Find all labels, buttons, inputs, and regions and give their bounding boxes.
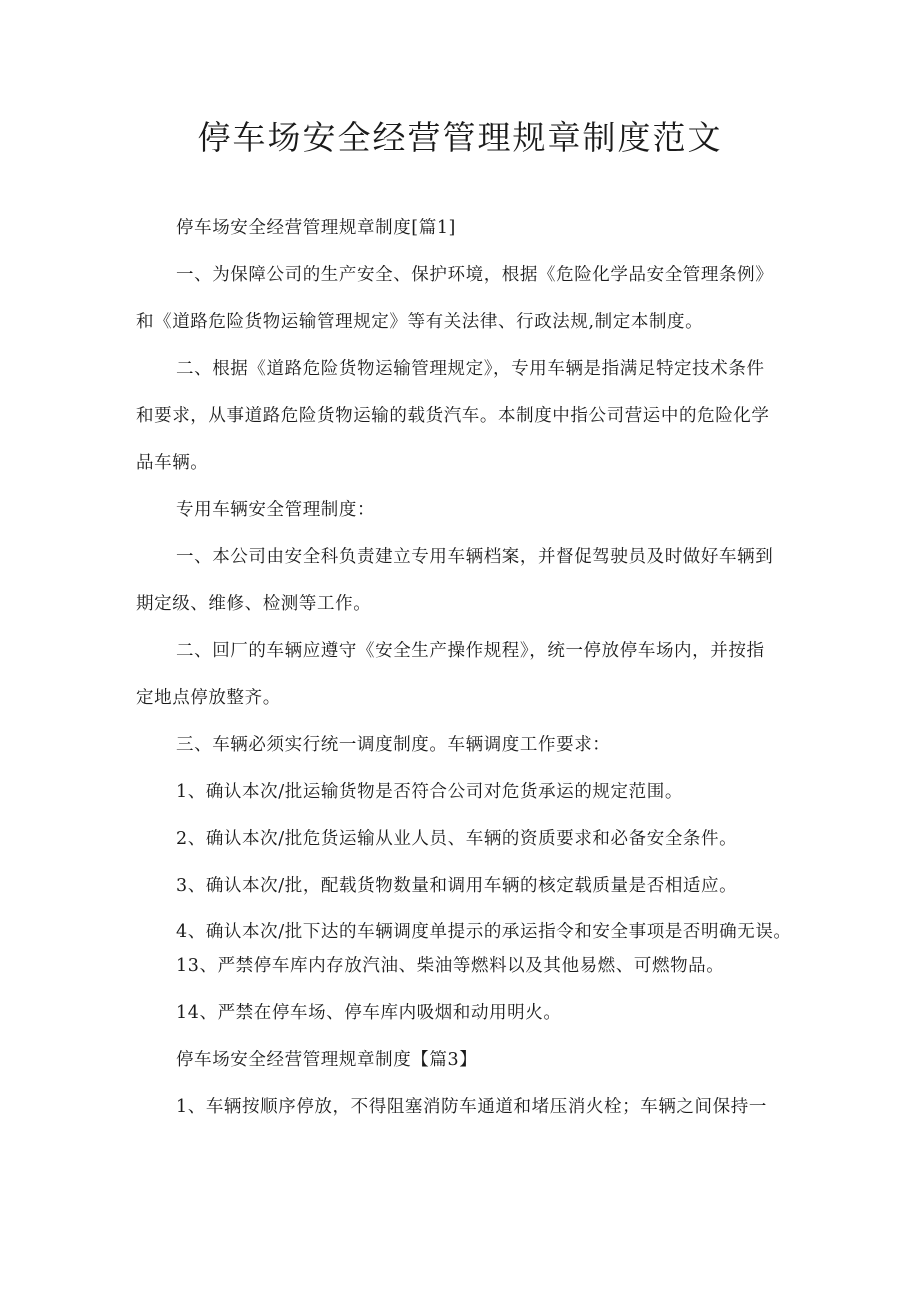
list-item: 4、确认本次/批下达的车辆调度单提示的承运指令和安全事项是否明确无误。: [176, 922, 792, 942]
section-heading: 停车场安全经营管理规章制度【篇3】: [176, 1050, 478, 1070]
paragraph-line: 期定级、维修、检测等工作。: [136, 594, 372, 614]
paragraph-line: 一、本公司由安全科负责建立专用车辆档案，并督促驾驶员及时做好车辆到: [176, 547, 774, 567]
document-title: 停车场安全经营管理规章制度范文: [197, 118, 723, 157]
section-heading: 专用车辆安全管理制度：: [176, 500, 376, 520]
paragraph-line: 二、根据《道路危险货物运输管理规定》，专用车辆是指满足特定技术条件: [176, 359, 765, 379]
paragraph-line: 和要求，从事道路危险货物运输的载货汽车。本制度中指公司营运中的危险化学: [136, 406, 770, 426]
paragraph-line: 一、为保障公司的生产安全、保护环境，根据《危险化学品安全管理条例》: [176, 265, 774, 285]
list-item: 13、严禁停车库内存放汽油、柴油等燃料以及其他易燃、可燃物品。: [176, 956, 725, 976]
list-item: 2、确认本次/批危货运输从业人员、车辆的资质要求和必备安全条件。: [176, 829, 738, 849]
list-item: 1、确认本次/批运输货物是否符合公司对危货承运的规定范围。: [176, 782, 683, 802]
document-body: [136, 213, 791, 1122]
section-heading: 停车场安全经营管理规章制度[篇1]: [176, 218, 456, 238]
paragraph-line: 定地点停放整齐。: [136, 688, 281, 708]
paragraph-line: 品车辆。: [136, 453, 209, 473]
paragraph-line: 三、车辆必须实行统一调度制度。车辆调度工作要求：: [176, 735, 611, 755]
list-item: 3、确认本次/批，配载货物数量和调用车辆的核定载质量是否相适应。: [176, 876, 738, 896]
list-item: 14、严禁在停车场、停车库内吸烟和动用明火。: [176, 1003, 562, 1023]
paragraph-line: 和《道路危险货物运输管理规定》等有关法律、行政法规,制定本制度。: [136, 312, 704, 332]
list-item: 1、车辆按顺序停放，不得阻塞消防车通道和堵压消火栓；车辆之间保持一: [176, 1097, 767, 1117]
paragraph-line: 二、回厂的车辆应遵守《安全生产操作规程》，统一停放停车场内，并按指: [176, 641, 765, 661]
